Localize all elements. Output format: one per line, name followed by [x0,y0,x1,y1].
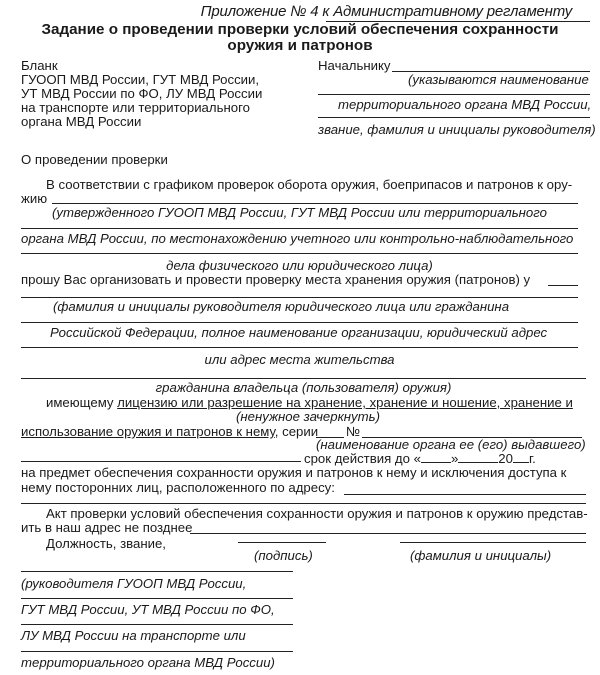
address-field-line-2 [21,503,586,504]
document-title-line1: Задание о проведении проверки условий обеспечения сохранности [41,21,559,38]
footer-field-line-3 [21,624,293,625]
person-field-line-3 [21,347,578,348]
sender-line-1: ГУООП МВД России, ГУТ МВД России, [21,72,260,87]
sender-line-3: на транспорте или территориального [21,100,250,115]
recipient-hint-1: (указываются наименование [408,72,589,87]
appendix-suffix: к Административному регламенту [318,3,572,20]
issuer-field-line [21,461,301,462]
schedule-hint-3: дела физического или юридического лица) [166,258,433,273]
deadline-field-line [190,533,586,534]
request-field-end-line [548,285,578,286]
person-field-line-2 [21,322,578,323]
schedule-field-line-3 [21,253,578,254]
footer-hint-3: ЛУ МВД России на транспорте или [21,628,246,643]
intro-line-2: жию [21,191,48,206]
schedule-hint-2: органа МВД России, по местонахождению учетного или контрольно-наблюдательного [21,231,574,246]
name-field-line [400,542,586,543]
footer-hint-1: (руководителя ГУООП МВД России, [21,576,247,591]
footer-field-line-4 [21,651,293,652]
owner-field-line [21,378,586,379]
appendix-number: № 4 [290,3,319,20]
signature-hint: (подпись) [254,548,313,563]
validity-day-field [421,451,451,463]
footer-field-line-1 [21,571,293,572]
act-line-1: Акт проверки условий обеспечения сохранности оружия и патронов к оружию представ- [46,506,588,521]
validity-label: срок действия до « [304,451,421,466]
recipient-hint-2: территориального органа МВД России, [338,97,592,112]
person-hint-3: или адрес места жительства [204,352,395,367]
validity-year-field [513,451,529,463]
signature-field-line [238,542,326,543]
validity-year-suffix: г. [528,451,536,466]
purpose-line-2: нему посторонних лиц, расположенного по адресу: [21,480,335,495]
sender-line-4: органа МВД России [21,114,142,129]
validity-mid: » [450,451,459,466]
appendix-label [201,3,572,20]
request-line: прошу Вас организовать и провести проверку места хранения оружия (патронов) у [21,272,531,287]
recipient-label: Начальнику [318,58,391,73]
name-hint: (фамилия и инициалы) [410,548,552,563]
strike-hint: (ненужное зачеркнуть) [236,409,380,424]
recipient-field-line-3 [318,117,590,118]
position-label: Должность, звание, [46,536,166,551]
footer-field-line-2 [21,598,293,599]
subject-line: О проведении проверки [21,152,168,167]
number-label: № [346,424,361,439]
schedule-field-line-1 [52,203,578,204]
validity-line [304,451,536,466]
intro-line-1: В соответствии с графиком проверок оборота оружия, боеприпасов и патронов к ору- [46,177,573,192]
sender-line-2: УТ МВД России по ФО, ЛУ МВД России [21,86,263,101]
document-title-line2: оружия и патронов [227,37,373,54]
license-prefix: имеющему [46,395,118,410]
person-hint-1: (фамилия и инициалы руководителя юридического лица или гражданина [53,299,510,314]
owner-hint: гражданина владельца (пользователя) оружия) [155,380,452,395]
act-line-2: ить в наш адрес не позднее [21,520,193,535]
usage-text: использование оружия и патронов к нему [21,424,275,439]
recipient-field-line-2 [318,94,590,95]
purpose-line-1: на предмет обеспечения сохранности оружия и патронов к нему и исключения доступа к [21,465,567,480]
schedule-field-line-2 [21,228,578,229]
usage-line [21,424,318,439]
address-field-line-1 [344,494,586,495]
schedule-hint-1: (утвержденного ГУООП МВД России, ГУТ МВД России или территориального [52,205,547,220]
recipient-hint-3: звание, фамилия и инициалы руководителя) [318,122,596,137]
license-type-text: лицензию или разрешение на хранение, хранение и ношение, хранение и [117,395,573,410]
appendix-prefix: Приложение [200,3,291,20]
issuer-hint: (наименование органа ее (его) выдавшего) [316,437,586,452]
series-label: , серии [274,424,319,439]
person-hint-2: Российской Федерации, полное наименование организации, юридический адрес [50,325,548,340]
validity-month-field [458,451,498,463]
person-field-line-1 [21,297,578,298]
footer-hint-2: ГУТ МВД России, УТ МВД России по ФО, [21,602,275,617]
license-line [46,395,573,410]
sender-blank-label: Бланк [21,58,58,73]
validity-year-prefix: 20 [498,451,513,466]
footer-hint-4: территориального органа МВД России) [21,655,275,670]
